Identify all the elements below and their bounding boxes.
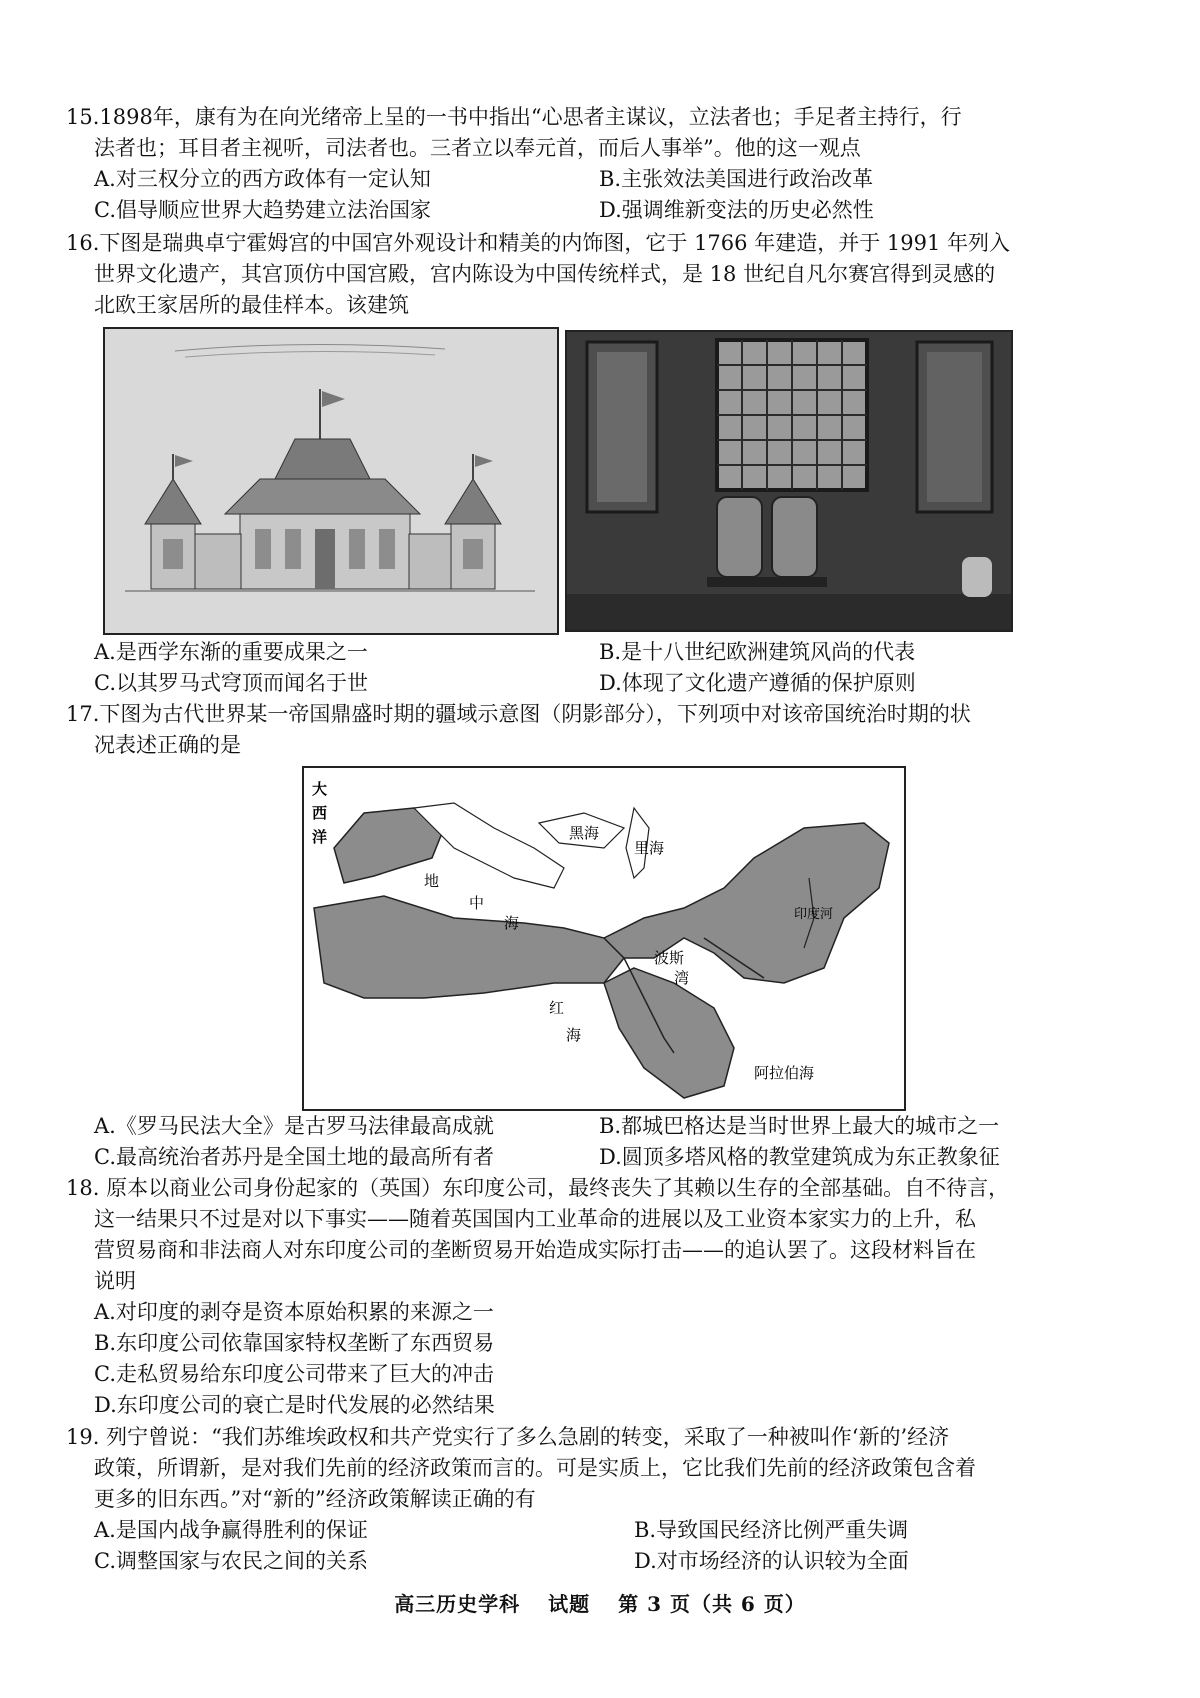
question-stem: 16.下图是瑞典卓宁霍姆宫的中国宫外观设计和精美的内饰图，它于 1766 年建造，并于 1991 年列入 <box>66 231 1010 255</box>
footer-subject: 高三历史学科 <box>394 1592 521 1616</box>
option-a: A.对三权分立的西方政体有一定认知 <box>94 167 431 191</box>
question-stem: 营贸易商和非法商人对东印度公司的垄断贸易开始造成实际打击——的追认罢了。这段材料旨在 <box>94 1238 976 1262</box>
map-label-black-sea: 黑海 <box>569 824 600 842</box>
options-row <box>66 637 1126 668</box>
option-c: C.倡导顺应世界大趋势建立法治国家 <box>94 198 431 222</box>
question-15 <box>66 102 1126 226</box>
options-row <box>66 164 1126 195</box>
question-16 <box>66 228 1126 321</box>
question-17 <box>66 699 1126 761</box>
map-label-med-2: 中 <box>469 894 485 912</box>
question-stem: 北欧王家居所的最佳样本。该建筑 <box>94 293 409 317</box>
question-stem: 19. 列宁曾说：“我们苏维埃政权和共产党实行了多么急剧的转变，采取了一种被叫作‘新的’经济 <box>66 1425 950 1449</box>
option-c: C.以其罗马式穹顶而闻名于世 <box>94 671 368 695</box>
map-label-med-3: 海 <box>504 914 520 932</box>
question-stem: 说明 <box>94 1269 136 1293</box>
map-label-gulf-1: 波斯 <box>654 949 685 967</box>
option-c: C.最高统治者苏丹是全国土地的最高所有者 <box>94 1145 494 1169</box>
option-c: C.调整国家与农民之间的关系 <box>94 1549 368 1573</box>
map-label-caspian: 里海 <box>634 839 665 857</box>
option-d: D.圆顶多塔风格的教堂建筑成为东正教象征 <box>599 1145 1000 1169</box>
map-label-gulf-2: 湾 <box>674 969 690 987</box>
empire-territory-map <box>302 766 906 1111</box>
options-row <box>66 1111 1126 1142</box>
question-stem: 这一结果只不过是对以下事实——随着英国国内工业革命的进展以及工业资本家实力的上升，私 <box>94 1207 976 1231</box>
arabia-territory <box>604 968 734 1098</box>
footer-type: 试题 <box>548 1592 591 1616</box>
question-stem: 世界文化遗产，其宫顶仿中国宫殿，宫内陈设为中国传统样式，是 18 世纪自凡尔赛宫得到灵感的 <box>94 262 996 286</box>
option-b: B.是十八世纪欧洲建筑风尚的代表 <box>599 640 916 664</box>
option-a: A.是西学东渐的重要成果之一 <box>94 640 368 664</box>
options-row <box>66 668 1126 699</box>
question-stem: 18. 原本以商业公司身份起家的（英国）东印度公司，最终丧失了其赖以生存的全部基础。自不待言， <box>66 1176 1010 1200</box>
option-a: A.是国内战争赢得胜利的保证 <box>94 1518 368 1542</box>
options-row <box>66 1546 1126 1577</box>
map-label-atlantic-2: 西 <box>312 804 328 822</box>
option-c: C.走私贸易给东印度公司带来了巨大的冲击 <box>94 1362 494 1386</box>
page-footer <box>0 1588 1200 1617</box>
option-d: D.体现了文化遗产遵循的保护原则 <box>599 671 916 695</box>
question-stem: 政策，所谓新，是对我们先前的经济政策而言的。可是实质上，它比我们先前的经济政策包含着 <box>94 1456 976 1480</box>
option-d: D.强调维新变法的历史必然性 <box>599 198 874 222</box>
palace-interior-image <box>565 330 1013 632</box>
option-b: B.导致国民经济比例严重失调 <box>634 1518 909 1542</box>
option-d: D.对市场经济的认识较为全面 <box>634 1549 909 1573</box>
option-b: B.都城巴格达是当时世界上最大的城市之一 <box>599 1114 1000 1138</box>
option-a: A.《罗马民法大全》是古罗马法律最高成就 <box>94 1114 494 1138</box>
question-18 <box>66 1173 1126 1421</box>
options-row <box>66 195 1126 226</box>
map-label-red-1: 红 <box>549 999 565 1017</box>
map-label-atlantic-1: 大 <box>312 780 328 798</box>
question-stem: 法者也；耳目者主视听，司法者也。三者立以奉元首，而后人事举”。他的这一观点 <box>94 136 861 160</box>
map-label-atlantic-3: 洋 <box>312 828 328 846</box>
option-d: D.东印度公司的衰亡是时代发展的必然结果 <box>94 1393 495 1417</box>
option-b: B.东印度公司依靠国家特权垄断了东西贸易 <box>94 1331 495 1355</box>
option-b: B.主张效法美国进行政治改革 <box>599 167 874 191</box>
question-19 <box>66 1422 1126 1577</box>
map-label-indus: 印度河 <box>794 907 834 922</box>
question-stem: 17.下图为古代世界某一帝国鼎盛时期的疆域示意图（阴影部分），下列项中对该帝国统治时期的状 <box>66 702 971 726</box>
question-stem: 况表述正确的是 <box>94 733 241 757</box>
map-label-red-2: 海 <box>566 1026 582 1044</box>
question-17-options <box>66 1111 1126 1173</box>
question-stem: 15.1898年，康有为在向光绪帝上呈的一书中指出“心思者主谋议，立法者也；手足者主持行，行 <box>66 105 962 129</box>
option-a: A.对印度的剥夺是资本原始积累的来源之一 <box>94 1300 494 1324</box>
question-16-options <box>66 637 1126 699</box>
options-row <box>66 1142 1126 1173</box>
palace-exterior-image <box>103 327 559 635</box>
question-stem: 更多的旧东西。”对“新的”经济政策解读正确的有 <box>94 1487 536 1511</box>
map-label-med-1: 地 <box>424 872 440 890</box>
options-row <box>66 1515 1126 1546</box>
map-label-arabian-sea: 阿拉伯海 <box>754 1064 815 1082</box>
footer-page-number: 第 3 页（共 6 页） <box>618 1592 806 1616</box>
